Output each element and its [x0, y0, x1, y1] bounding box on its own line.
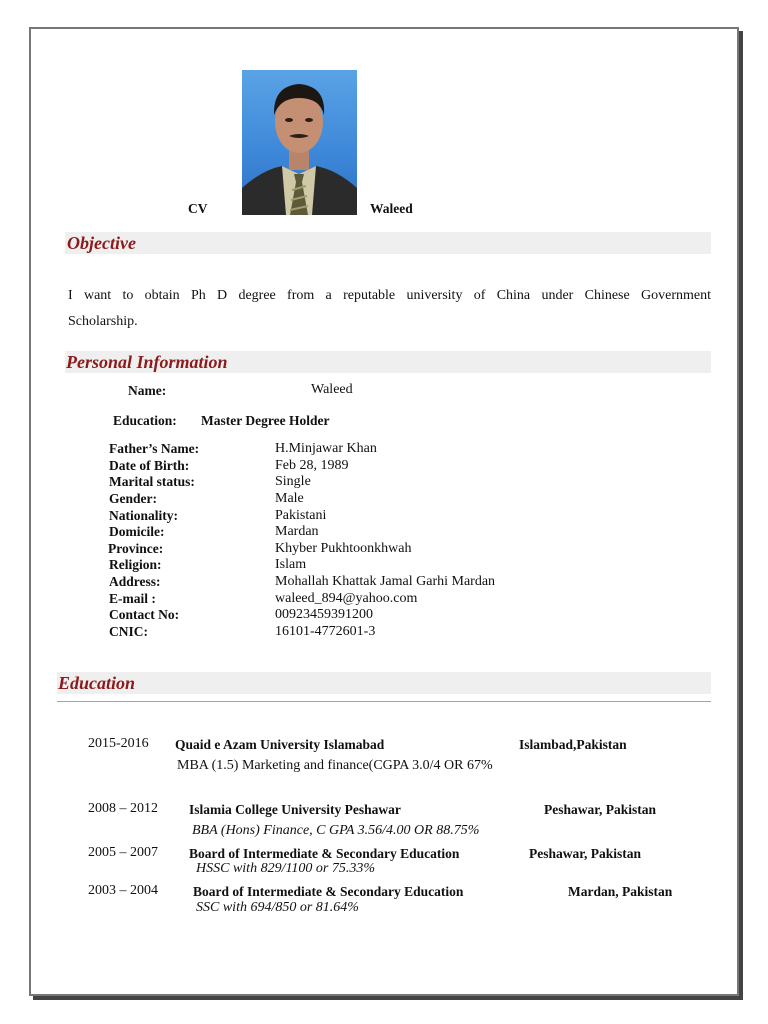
education-header-bar [57, 672, 711, 694]
edu-location: Mardan, Pakistan [568, 884, 673, 899]
edu-years: 2005 – 2007 [88, 845, 158, 860]
edu-years: 2008 – 2012 [88, 801, 158, 816]
detail-value: Feb 28, 1989 [275, 458, 349, 473]
education-value: Master Degree Holder [201, 413, 330, 428]
objective-text-line-2: Scholarship. [68, 314, 138, 329]
edu-detail: BBA (Hons) Finance, C GPA 3.56/4.00 OR 88.75% [192, 823, 480, 838]
edu-institution: Quaid e Azam University Islamabad [175, 737, 385, 752]
objective-header-bar [65, 232, 711, 254]
detail-value: 16101-4772601-3 [275, 624, 376, 639]
education-label: Education: [113, 413, 177, 428]
edu-location: Peshawar, Pakistan [544, 802, 657, 817]
edu-detail: SSC with 694/850 or 81.64% [196, 900, 359, 915]
edu-years: 2003 – 2004 [88, 883, 158, 898]
detail-label: E-mail : [109, 591, 156, 606]
cv-label: CV [188, 201, 208, 216]
detail-value: H.Minjawar Khan [275, 441, 377, 456]
detail-label: Address: [109, 574, 161, 589]
personal-info-heading: Personal Information [66, 352, 228, 372]
edu-institution: Board of Intermediate & Secondary Education [189, 846, 460, 861]
detail-value: Khyber Pukhtoonkhwah [275, 541, 412, 556]
detail-label: Date of Birth: [109, 458, 190, 473]
edu-detail: MBA (1.5) Marketing and finance(CGPA 3.0/4 OR 67% [177, 758, 493, 773]
detail-label: Domicile: [109, 524, 165, 539]
detail-label: Gender: [109, 491, 157, 506]
edu-location: Peshawar, Pakistan [529, 846, 642, 861]
education-heading: Education [58, 673, 136, 693]
detail-label: Contact No: [109, 607, 180, 622]
edu-location: Islambad,Pakistan [519, 737, 627, 752]
detail-label: CNIC: [109, 624, 148, 639]
candidate-name-heading: Waleed [370, 201, 413, 216]
detail-value: Islam [275, 557, 307, 572]
detail-label: Nationality: [109, 508, 178, 523]
detail-label: Father’s Name: [109, 441, 200, 456]
objective-heading: Objective [67, 233, 136, 253]
edu-years: 2015-2016 [88, 736, 149, 751]
name-label: Name: [128, 383, 167, 398]
detail-label: Province: [108, 541, 164, 556]
detail-value: 00923459391200 [275, 607, 373, 622]
detail-label: Marital status: [109, 474, 195, 489]
name-value: Waleed [311, 382, 353, 397]
edu-institution: Board of Intermediate & Secondary Education [193, 884, 464, 899]
objective-text-line-1: I want to obtain Ph D degree from a reputable university of China under Chinese Government [68, 288, 711, 303]
detail-label: Religion: [109, 557, 162, 572]
edu-detail: HSSC with 829/1100 or 75.33% [196, 861, 376, 876]
email-value[interactable]: waleed_894@yahoo.com [275, 591, 418, 606]
education-divider [57, 701, 711, 702]
detail-value: Male [275, 491, 304, 506]
profile-photo [242, 70, 357, 215]
detail-value: Mardan [275, 524, 319, 539]
detail-value: Mohallah Khattak Jamal Garhi Mardan [275, 574, 496, 589]
detail-value: Single [275, 474, 311, 489]
cv-page [29, 27, 739, 996]
detail-value: Pakistani [275, 508, 327, 523]
edu-institution: Islamia College University Peshawar [189, 802, 401, 817]
